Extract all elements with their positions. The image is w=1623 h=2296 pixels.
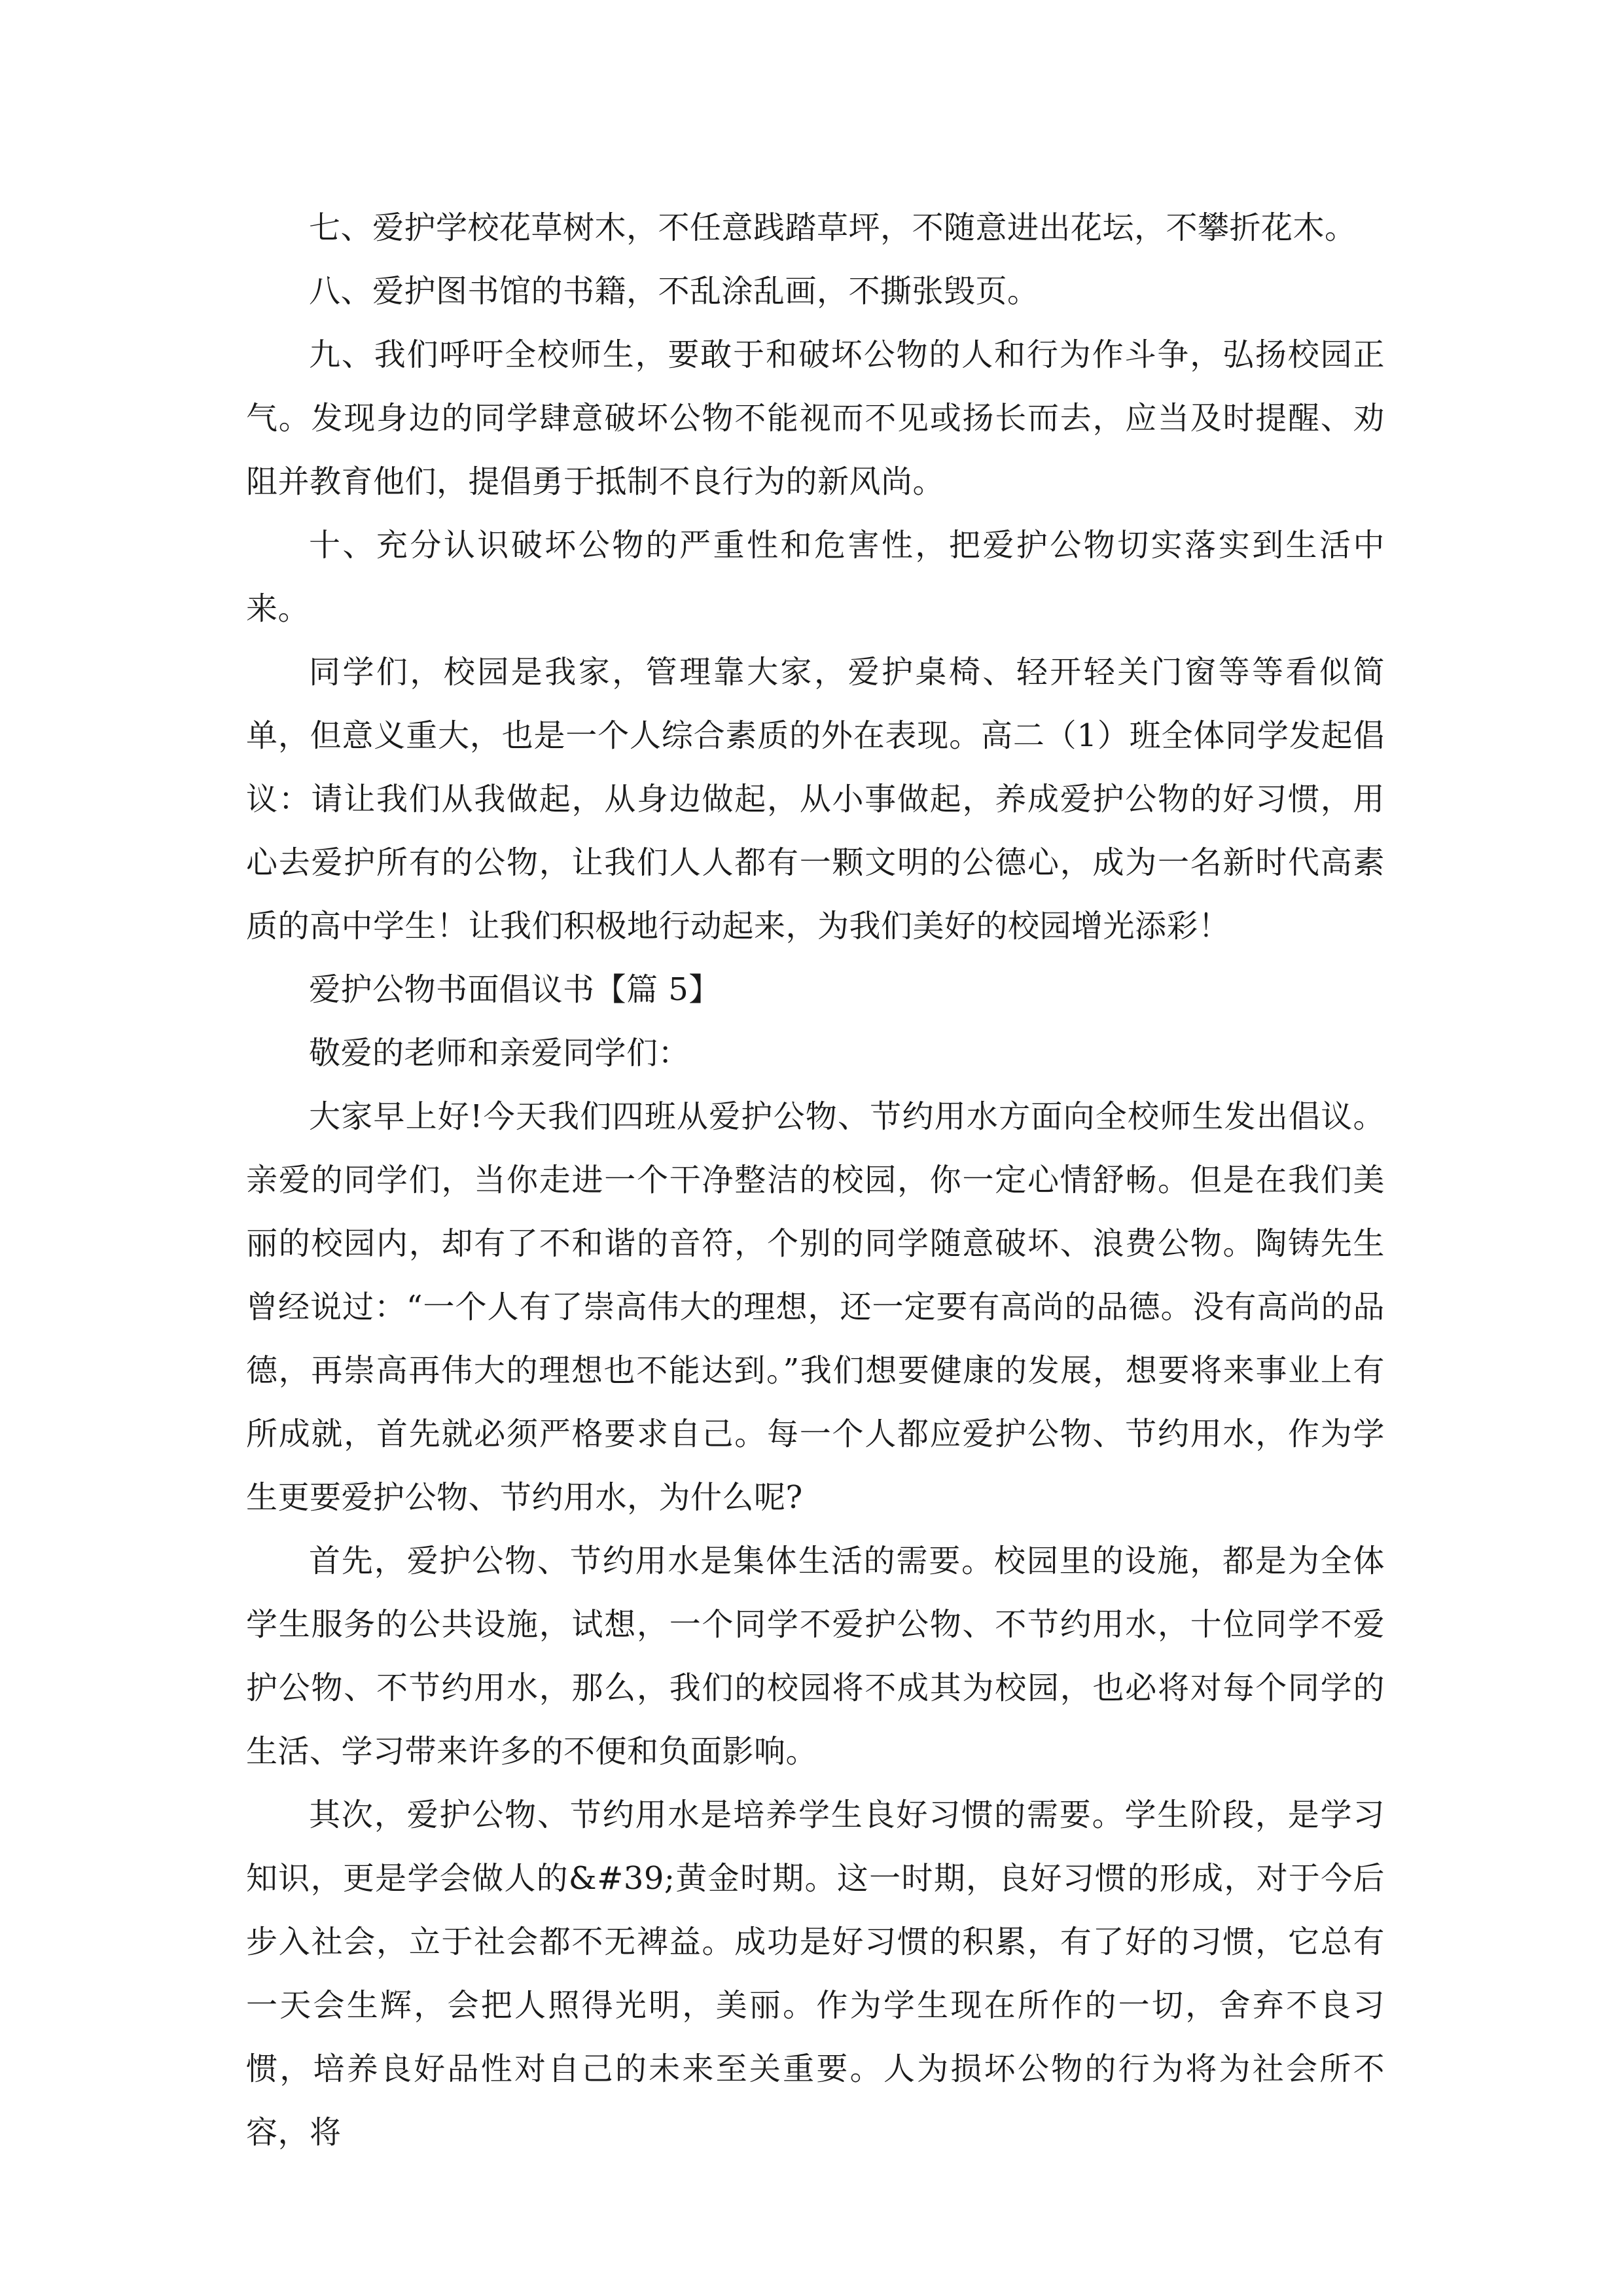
document-body — [246, 196, 1385, 2164]
paragraph-item-7: 七、爱护学校花草树木，不任意践踏草坪，不随意进出花坛，不攀折花木。 — [309, 209, 1357, 246]
paragraph-second-reason: 其次，爱护公物、节约用水是培养学生良好习惯的需要。学生阶段，是学习知识，更是学会做人的&#39;黄金时期。这一时期，良好习惯的形成，对于今后步入社会，立于社会都不无裨益。成功是好习惯的积累，有了好的习惯，它总有一天会生辉，会把人照得光明，美丽。作为学生现在所作的一切，舍弃不良习惯，培养良好品性对自己的未来至关重要。人为损坏公物的行为将为社会所不容，将 — [246, 1797, 1385, 2151]
section-heading: 爱护公物书面倡议书【篇 5】 — [309, 971, 721, 1008]
paragraph-item-8: 八、爱护图书馆的书籍，不乱涂乱画，不撕张毁页。 — [309, 273, 1039, 310]
salutation: 敬爱的老师和亲爱同学们： — [309, 1035, 690, 1071]
paragraph-item-10: 十、充分认识破坏公物的严重性和危害性，把爱护公物切实落实到生活中来。 — [246, 527, 1385, 627]
paragraph-item-9: 九、我们呼吁全校师生，要敢于和破坏公物的人和行为作斗争，弘扬校园正气。发现身边的同学肆意破坏公物不能视而不见或扬长而去，应当及时提醒、劝阻并教育他们，提倡勇于抵制不良行为的新风尚。 — [246, 336, 1385, 500]
paragraph-first-reason: 首先，爱护公物、节约用水是集体生活的需要。校园里的设施，都是为全体学生服务的公共设施，试想，一个同学不爱护公物、不节约用水，十位同学不爱护公物、不节约用水，那么，我们的校园将不成其为校园，也必将对每个同学的生活、学习带来许多的不便和负面影响。 — [246, 1543, 1385, 1770]
paragraph-closing-appeal: 同学们，校园是我家，管理靠大家，爱护桌椅、轻开轻关门窗等等看似简单，但意义重大，也是一个人综合素质的外在表现。高二（1）班全体同学发起倡议：请让我们从我做起，从身边做起，从小事做起，养成爱护公物的好习惯，用心去爱护所有的公物，让我们人人都有一颗文明的公德心，成为一名新时代高素质的高中学生！让我们积极地行动起来，为我们美好的校园增光添彩！ — [246, 654, 1385, 944]
paragraph-intro: 大家早上好!今天我们四班从爱护公物、节约用水方面向全校师生发出倡议。亲爱的同学们，当你走进一个干净整洁的校园，你一定心情舒畅。但是在我们美丽的校园内，却有了不和谐的音符，个别的同学随意破坏、浪费公物。陶铸先生曾经说过：“一个人有了崇高伟大的理想，还一定要有高尚的品德。没有高尚的品德，再崇高再伟大的理想也不能达到。”我们想要健康的发展，想要将来事业上有所成就，首先就必须严格要求自己。每一个人都应爱护公物、节约用水，作为学生更要爱护公物、节约用水，为什么呢? — [246, 1098, 1385, 1516]
